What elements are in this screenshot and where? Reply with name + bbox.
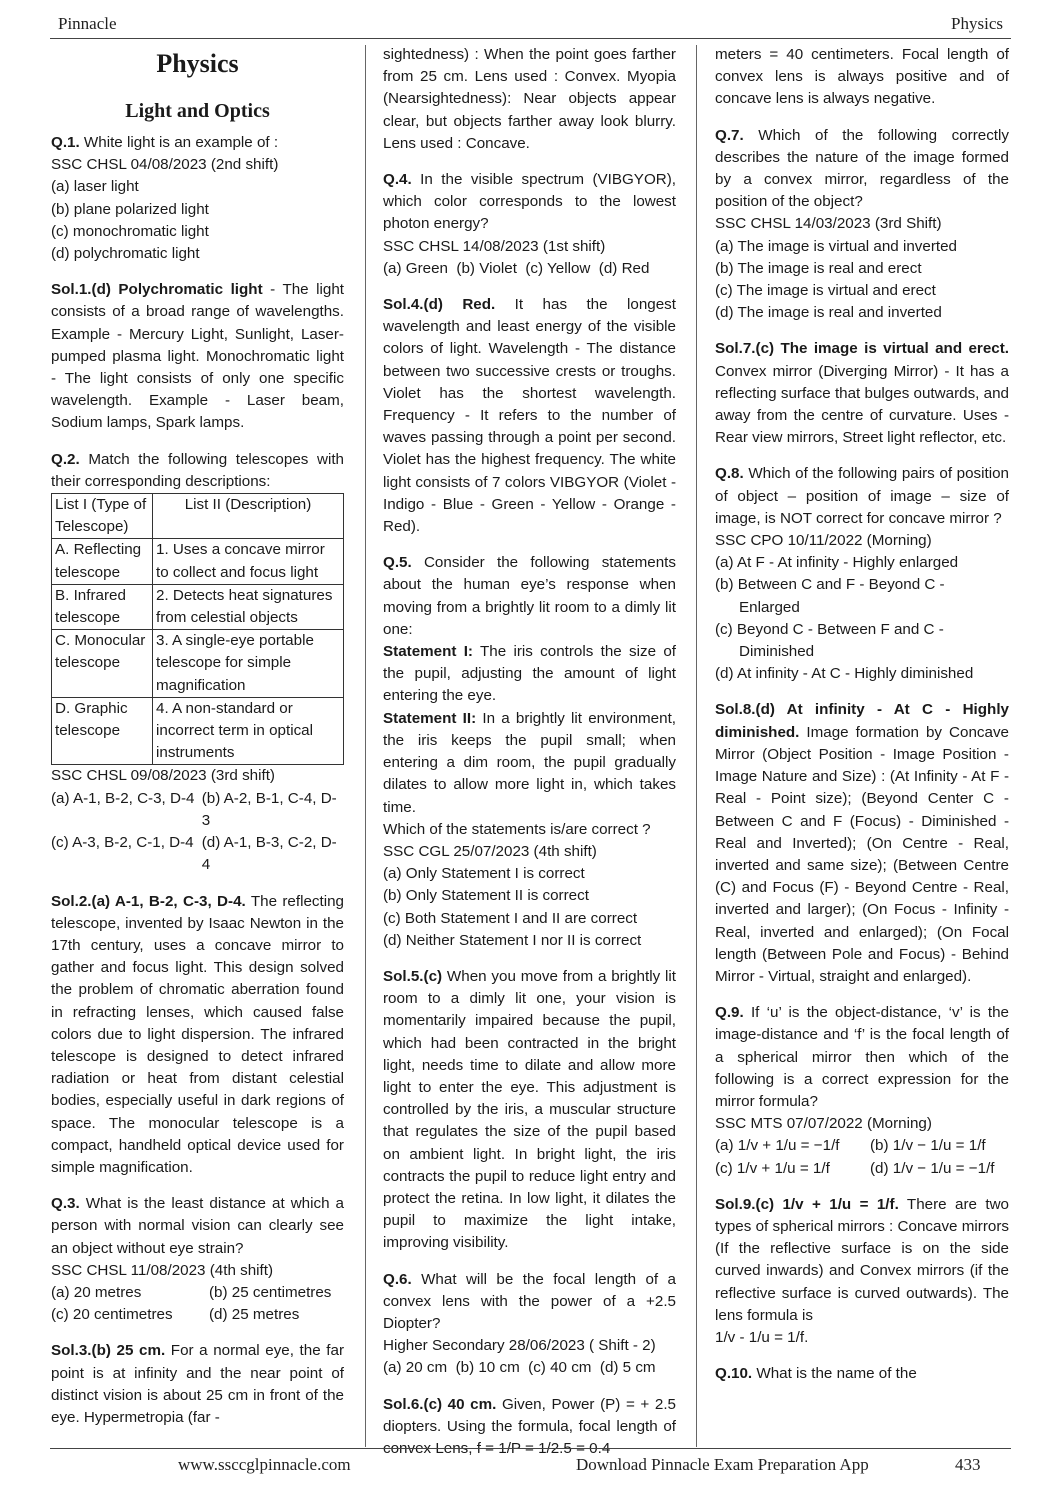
option: (a) laser light (51, 178, 139, 196)
option: (b) The image is real and erect (715, 259, 922, 277)
page-number: 433 (955, 1455, 981, 1474)
option: (d) Neither Statement I nor II is correct (383, 931, 642, 949)
option: (d) A-1, B-3, C-2, D-4 (201, 834, 337, 874)
question-source: SSC CPO 10/11/2022 (Morning) (715, 532, 932, 550)
option: (c) 1/v + 1/u = 1/f (715, 1159, 830, 1177)
question-source: SSC CGL 25/07/2023 (4th shift) (383, 842, 597, 860)
option: (b) plane polarized light (51, 200, 209, 218)
question-7: Q.7. Which of the following correctly describes the nature of the image formed by a convex mirror, regardless of the position of the object? SSC CHSL 14/03/2023 (3rd Shift) (a) The image is virtual and inverted (b) The image is real and erect (c) The image is virtual and erect (d) The image is real and inverted (715, 125, 1009, 325)
option: (a) A-1, B-2, C-3, D-4 (51, 789, 195, 807)
question-8: Q.8. Which of the following pairs of position of object – position of image – size of image, is NOT correct for concave mirror ? SSC CPO 10/11/2022 (Morning) (a) At F - At infinity - Highly enlarged (b) Between C and F - Beyond C - Enlarged (c) Beyond C - Between F and C - Diminished (d) At infinity - At C - Highly diminished (715, 463, 1009, 685)
option: (d) polychromatic light (51, 245, 200, 263)
table-row: D. Graphic telescope 4. A non-standard or incorrect term in optical instruments (52, 697, 344, 765)
statement-2: Statement II: In a brightly lit environment, the iris keeps the pupil small; when entering a dim room, the pupil gradually dilates to allow more light in, which takes time. (383, 709, 677, 816)
question-source: SSC MTS 07/07/2022 (Morning) (715, 1115, 932, 1133)
question-5: Q.5. Consider the following statements about the human eye’s response when moving from a brightly lit room to a dimly lit one: Statement I: The iris controls the size of the pupil, adjusting the amount of light entering the eye. Statement II: In a brightly lit environment, the iris keeps the pupil small; when entering a dim room, the pupil gradually dilates to allow more light in, which takes time. Which of the statements is/are correct ? SSC CGL 25/07/2023 (4th shift) (a) Only Statement I is correct (b) Only Statement II is correct (c) Both Statement I and II are correct (d) Neither Statement I nor II is correct (383, 552, 676, 952)
table-row: A. Reflecting telescope 1. Uses a concave mirror to collect and focus light (52, 539, 344, 584)
question-9: Q.9. If ‘u’ is the object-distance, ‘v’ is the image-distance and ‘f’ is the focal length of a spherical mirror then which of the following is a correct expression for the mirror formula? SSC MTS 07/07/2022 (Morning) (a) 1/v + 1/u = −1/f (b) 1/v − 1/u = 1/f (c) 1/v + 1/u = 1/f (d) 1/v − 1/u = −1/f (715, 1002, 1009, 1180)
question-6: Q.6. What will be the focal length of a convex lens with the power of a +2.5 Diopter? Higher Secondary 28/06/2023 ( Shift - 2) (a) 20 cm (b) 10 cm (c) 40 cm (d) 5 cm (383, 1269, 676, 1380)
formula: 1/v - 1/u = 1/f. (715, 1328, 809, 1346)
solution-2: Sol.2.(a) A-1, B-2, C-3, D-4. The reflecting telescope, invented by Isaac Newton in the 17th century, uses a concave mirror to gather and focus light. This design solved the problem of chromatic aberration found in refracting lenses, which caused false colors due to light dispersion. The infrared telescope is designed to detect infrared radiation or heat from distant celestial bodies, especially useful in dark regions of space. The monocular telescope is a compact, handheld optical device used for simple magnification. (51, 892, 345, 1176)
option: (d) 25 metres (209, 1306, 300, 1324)
solution-8: Sol.8.(d) At infinity - At C - Highly diminished. Image formation by Concave Mirror (Object Position - Image Position - Image Nature and Size) : (At Infinity - At F - Real - Point size); (Beyond Center C - Between C and F (Focus) - Diminished - Real and Inverted); (On Centre - Real, inverted and same size); (Between Centre (C) and Focus (F) - Beyond Centre - Real, inverted and larger); (On Focus - Infinity - Real, inverted and enlarged); (On Focal length (Between Pole and Focus) - Behind Mirror - Virtual, straight and enlarged). (715, 701, 1009, 985)
question-10: Q.10. What is the name of the (715, 1365, 917, 1383)
solution-1: Sol.1.(d) Polychromatic light - The light consists of a broad range of wavelengths. Example - Mercury Light, Sunlight, Laser-pumped plasma light. Monochromatic light - The light consists of only one specific wavelength. Example - Laser beam, Sodium lamps, Spark lamps. (51, 281, 344, 432)
question-source: Higher Secondary 28/06/2023 ( Shift - 2) (383, 1337, 656, 1355)
table-row: B. Infrared telescope 2. Detects heat signatures from celestial objects (52, 584, 344, 629)
footer-app-promo: Download Pinnacle Exam Preparation App (576, 1455, 869, 1474)
chapter-title: Light and Optics (125, 100, 270, 122)
column-1 (51, 44, 344, 1429)
question-source: SSC CHSL 14/03/2023 (3rd Shift) (715, 215, 942, 233)
question-3: Q.3. What is the least distance at which a person with normal vision can clearly see an object without eye strain? SSC CHSL 11/08/2023 (4th shift) (a) 20 metres (b) 25 centimetres (c) 20 centimetres (d) 25 metres (51, 1193, 344, 1326)
solution-5: Sol.5.(c) When you move from a brightly lit room to a dimly lit one, your vision is momentarily impaired because the pupil, which had been contracted in the bright light, needs time to dilate and allow more light to enter the eye. This adjustment is controlled by the iris, a muscular structure that regulates the size of the pupil based on ambient light. In bright light, the iris contracts the pupil to reduce light entry and protect the retina. In low light, it dilates the pupil to maximize the light intake, improving visibility. (383, 967, 676, 1252)
table-header-row: List I (Type of Telescope) List II (Description) (52, 494, 344, 539)
header-brand: Pinnacle (58, 14, 117, 33)
option: (a) Only Statement I is correct (383, 865, 585, 883)
solution-6-continued: meters = 40 centimeters. Focal length of convex lens is always positive and of concave lens is always negative. (715, 46, 1009, 108)
option: (d) At infinity - At C - Highly diminished (715, 665, 974, 683)
page-title: Physics (156, 49, 239, 78)
option: (a) 20 metres (51, 1283, 142, 1301)
table-row: C. Monocular telescope 3. A single-eye portable telescope for simple magnification (52, 630, 344, 698)
option: (a) The image is virtual and inverted (715, 237, 957, 255)
option: (d) The image is real and inverted (715, 304, 942, 322)
header-subject: Physics (951, 14, 1003, 33)
option: (a) 1/v + 1/u = −1/f (715, 1137, 840, 1155)
solution-6: Sol.6.(c) 40 cm. Given, Power (P) = + 2.5 diopters. Using the formula, focal length of convex Lens, f = 1/P = 1/2.5 = 0.4 (383, 1395, 676, 1457)
option: (b) 1/v − 1/u = 1/f (870, 1137, 986, 1155)
option: (c) 20 centimetres (51, 1306, 173, 1324)
option: (c) A-3, B-2, C-1, D-4 (51, 834, 194, 852)
solution-7: Sol.7.(c) The image is virtual and erect. Convex mirror (Diverging Mirror) - It has a reflecting surface that bulges outwards, and away from the centre of curvature. Uses - Rear view mirrors, Street light reflector, etc. (715, 340, 1009, 447)
footer-rule (50, 1448, 1011, 1449)
options: (a) 20 cm (b) 10 cm (c) 40 cm (d) 5 cm (383, 1359, 656, 1377)
option: (c) Beyond C - Between F and C - Diminished (715, 620, 944, 661)
question-source: SSC CHSL 11/08/2023 (4th shift) (51, 1261, 274, 1279)
solution-3: Sol.3.(b) 25 cm. For a normal eye, the far point is at infinity and the near point of distinct vision is about 25 cm in front of the eye. Hypermetropia (far - (51, 1342, 344, 1426)
question-source: SSC CHSL 04/08/2023 (2nd shift) (51, 156, 279, 174)
option: (b) Between C and F - Beyond C - Enlarged (715, 576, 945, 616)
statement-1: Statement I: The iris controls the size of the pupil, adjusting the amount of light entering the eye. (383, 643, 676, 705)
option: (c) Both Statement I and II are correct (383, 909, 638, 927)
solution-4: Sol.4.(d) Red. It has the longest wavelength and least energy of the visible colors of light. Wavelength - The distance between two successive crests or troughs. Violet has the shortest wavelength. Frequency - It refers to the number of waves passing through a point per second. Violet has the highest frequency. The white light consists of 7 colors VIBGYOR (Violet - Indigo - Blue - Green - Yellow - Orange - Red). (383, 296, 676, 536)
option: (c) The image is virtual and erect (715, 282, 936, 300)
column-divider-1 (365, 45, 366, 1447)
option: (b) A-2, B-1, C-4, D-3 (201, 789, 337, 829)
option: (b) 25 centimetres (209, 1283, 332, 1301)
column-2 (383, 44, 676, 1460)
header-rule (50, 38, 1011, 39)
solution-3-continued: sightedness) : When the point goes farther from 25 cm. Lens used : Convex. Myopia (Nearsightedness): Near objects appear clear, but objects farther away look blurry. Lens used : Concave. (383, 46, 676, 152)
question-1: Q.1. White light is an example of : SSC CHSL 04/08/2023 (2nd shift) (a) laser light (b) plane polarized light (c) monochromatic light (d) polychromatic light (51, 132, 344, 265)
match-table (51, 493, 344, 765)
footer-website[interactable]: www.ssccglpinnacle.com (178, 1455, 351, 1474)
option: (a) At F - At infinity - Highly enlarged (715, 554, 959, 572)
question-source: SSC CHSL 09/08/2023 (3rd shift) (51, 767, 275, 785)
question-source: SSC CHSL 14/08/2023 (1st shift) (383, 237, 606, 255)
column-3 (715, 44, 1009, 1385)
question-4: Q.4. In the visible spectrum (VIBGYOR), which color corresponds to the lowest photon energy? SSC CHSL 14/08/2023 (1st shift) (a) Green (b) Violet (c) Yellow (d) Red (383, 169, 676, 280)
option: (c) monochromatic light (51, 222, 209, 240)
option: (d) 1/v − 1/u = −1/f (870, 1159, 995, 1177)
options: (a) Green (b) Violet (c) Yellow (d) Red (383, 259, 650, 277)
column-divider-2 (696, 45, 697, 1447)
solution-9: Sol.9.(c) 1/v + 1/u = 1/f. There are two types of spherical mirrors : Concave mirrors (If the reflective surface is on the side curved inwards) and Convex mirrors (if the reflective surface is curved outwards). The lens formula is (715, 1195, 1009, 1324)
option: (b) Only Statement II is correct (383, 887, 589, 905)
question-2: Q.2. Match the following telescopes with their corresponding descriptions: List I (Type of Telescope) List II (Description) A. Reflecting telescope 1. Uses a concave mirror to collect and focus light B. Infrared telescope 2. Detects heat signatures from celestial objects C. Monocular telescope 3. A single-eye portable telescope for simple magnification D. Graphic telescope 4. A non-standard or incorrect term in optical instruments SSC CHSL 09/08/2023 (3rd shift) (a) A-1, B-2, C-3, D-4 (b) A-2, B-1, C-4, D-3 (c) A-3, B-2, C-1, D-4 (d) A-1, B-3, C-2, D-4 (51, 449, 344, 877)
